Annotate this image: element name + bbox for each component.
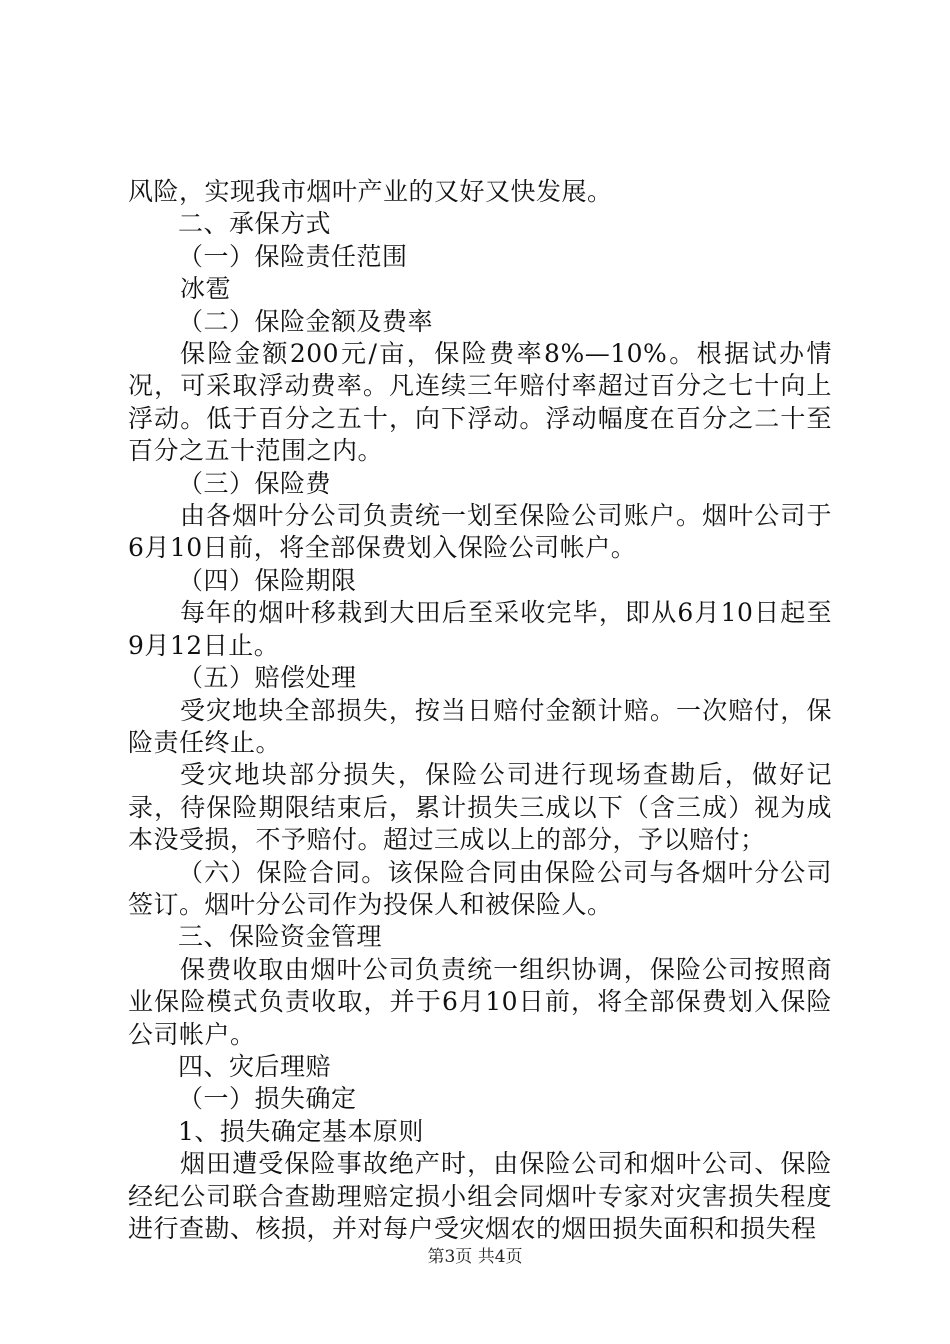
paragraph: 由各烟叶分公司负责统一划至保险公司账户。烟叶公司于6月10日前，将全部保费划入保险公司帐户。 <box>128 501 832 563</box>
paragraph: 每年的烟叶移栽到大田后至采收完毕，即从6月10日起至9月12日止。 <box>128 598 832 660</box>
paragraph: 保险金额200元/亩，保险费率8%—10%。根据试办情况，可采取浮动费率。凡连续三年赔付率超过百分之七十向上浮动。低于百分之五十，向下浮动。浮动幅度在百分之二十至百分之五十范围之内。 <box>128 339 832 466</box>
item-heading-1: 1、损失确定基本原则 <box>178 1116 424 1146</box>
subsection-heading-3: （三）保险费 <box>178 468 332 498</box>
section-heading-2: 二、承保方式 <box>178 209 332 239</box>
subsection-heading-5: （五）赔偿处理 <box>178 663 357 693</box>
paragraph: 保费收取由烟叶公司负责统一组织协调，保险公司按照商业保险模式负责收取，并于6月10日前，将全部保费划入保险公司帐户。 <box>128 954 832 1049</box>
paragraph: 烟田遭受保险事故绝产时，由保险公司和烟叶公司、保险经纪公司联合查勘理赔定损小组会同烟叶专家对灾害损失程度进行查勘、核损，并对每户受灾烟农的烟田损失面积和损失程 <box>128 1149 832 1243</box>
subsection-heading-2: （二）保险金额及费率 <box>178 306 434 336</box>
paragraph: 受灾地块部分损失，保险公司进行现场查勘后，做好记录，待保险期限结束后，累计损失三成以下（含三成）视为成本没受损，不予赔付。超过三成以上的部分，予以赔付； <box>128 760 832 855</box>
page-footer <box>0 1242 950 1267</box>
section-heading-3: 三、保险资金管理 <box>178 922 383 952</box>
subsection-heading-1b: （一）损失确定 <box>178 1084 357 1114</box>
page-number-label: 第3页 共4页 <box>427 1247 523 1267</box>
subsection-heading-1: （一）保险责任范围 <box>178 241 408 271</box>
section-heading-4: 四、灾后理赔 <box>178 1051 332 1081</box>
subsection-heading-4: （四）保险期限 <box>178 565 357 595</box>
subsection-heading-6: （六）保险合同。该保险合同由保险公司与各烟叶分公司签订。烟叶分公司作为投保人和被保险人。 <box>128 857 832 919</box>
paragraph-continuation: 风险，实现我市烟叶产业的又好又快发展。 <box>128 177 613 206</box>
document-body <box>128 176 832 1245</box>
paragraph: 受灾地块全部损失，按当日赔付金额计赔。一次赔付，保险责任终止。 <box>128 695 832 757</box>
paragraph: 冰雹 <box>180 274 232 304</box>
